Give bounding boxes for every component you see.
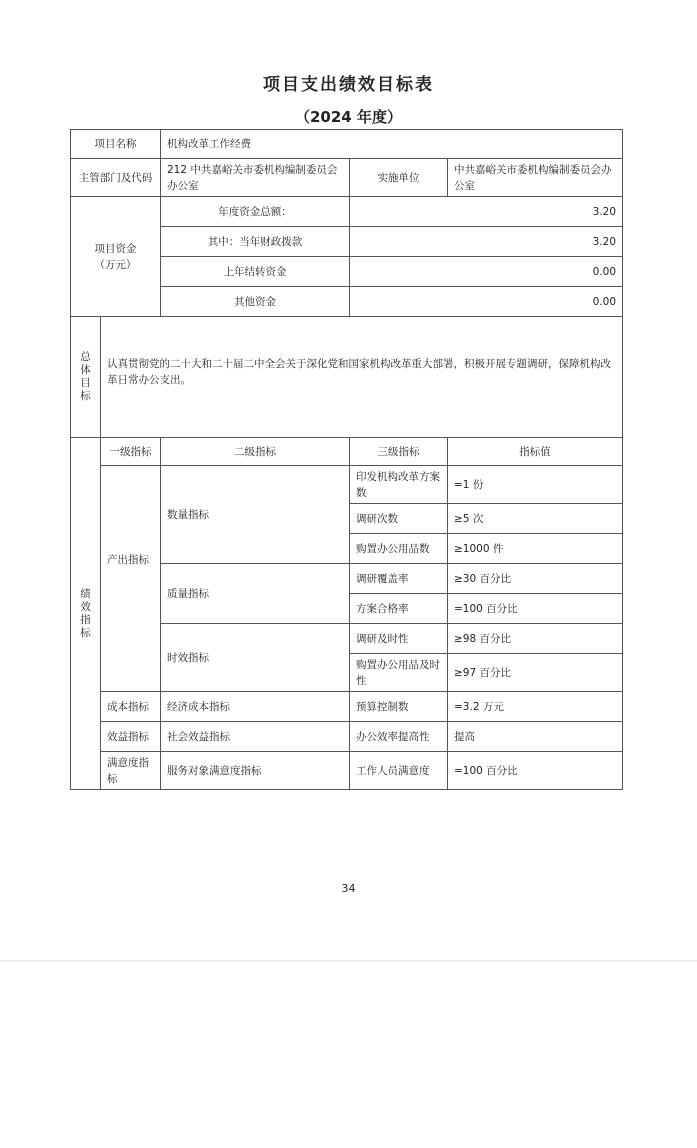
table-row: [71, 752, 623, 790]
indicator-name: 调研次数: [350, 504, 448, 534]
indicator-name: 工作人员满意度: [350, 752, 448, 790]
economic-cost-indicator: 经济成本指标: [161, 692, 350, 722]
header-level3: 三级指标: [350, 438, 448, 466]
table-row: [71, 197, 623, 227]
indicator-value: ≥30 百分比: [448, 564, 623, 594]
indicator-name: 购置办公用品及时性: [350, 654, 448, 692]
social-benefit-indicator: 社会效益指标: [161, 722, 350, 752]
fund-row-value: 0.00: [350, 257, 623, 287]
indicator-name: 方案合格率: [350, 594, 448, 624]
indicator-value: ≥5 次: [448, 504, 623, 534]
unit-label: 实施单位: [350, 159, 448, 197]
indicators-label-cell: [71, 438, 101, 790]
indicator-value: ≥97 百分比: [448, 654, 623, 692]
table-row: [71, 466, 623, 504]
indicator-value: ≥98 百分比: [448, 624, 623, 654]
indicator-name: 调研及时性: [350, 624, 448, 654]
fund-row-label: 其中：当年财政拨款: [161, 227, 350, 257]
goal-text: 认真贯彻党的二十大和二十届二中全会关于深化党和国家机构改革重大部署，积极开展专题调研，保障机构改革日常办公支出。: [101, 317, 623, 438]
fund-row-label: 年度资金总额：: [161, 197, 350, 227]
indicator-name: 印发机构改革方案数: [350, 466, 448, 504]
unit-value: 中共嘉峪关市委机构编制委员会办公室: [448, 159, 623, 197]
indicators-label: 绩效指标: [80, 587, 91, 639]
table-row: [71, 722, 623, 752]
performance-target-table: [70, 129, 623, 790]
fund-row-label: 上年结转资金: [161, 257, 350, 287]
indicator-name: 预算控制数: [350, 692, 448, 722]
page-number: 34: [341, 882, 356, 895]
header-level2: 二级指标: [161, 438, 350, 466]
output-indicator: 产出指标: [101, 466, 161, 692]
goal-label-cell: [71, 317, 101, 438]
page-title: 项目支出绩效目标表: [263, 75, 434, 95]
indicator-name: 调研覆盖率: [350, 564, 448, 594]
fund-row-value: 3.20: [350, 227, 623, 257]
header-level1: 一级指标: [101, 438, 161, 466]
fund-row-value: 3.20: [350, 197, 623, 227]
goal-label: 总体目标: [80, 351, 91, 402]
page-edge-divider: [0, 960, 697, 962]
quality-indicator: 质量指标: [161, 564, 350, 624]
indicator-value: ≥1000 件: [448, 534, 623, 564]
cost-indicator: 成本指标: [101, 692, 161, 722]
dept-value: 212 中共嘉峪关市委机构编制委员会办公室: [161, 159, 350, 197]
dept-label: 主管部门及代码: [71, 159, 161, 197]
table-row: [71, 159, 623, 197]
header-value: 指标值: [448, 438, 623, 466]
indicator-value: =100 百分比: [448, 594, 623, 624]
indicator-value: =100 百分比: [448, 752, 623, 790]
timeliness-indicator: 时效指标: [161, 624, 350, 692]
funds-unit: （万元）: [94, 258, 137, 271]
indicator-name: 购置办公用品数: [350, 534, 448, 564]
table-row: [71, 692, 623, 722]
fund-row-value: 0.00: [350, 287, 623, 317]
indicator-value: =3.2 万元: [448, 692, 623, 722]
table-row: [71, 130, 623, 159]
project-name-label: 项目名称: [71, 130, 161, 159]
funds-label: 项目资金: [94, 242, 137, 255]
funds-label-cell: [71, 197, 161, 317]
service-satisfaction-indicator: 服务对象满意度指标: [161, 752, 350, 790]
benefit-indicator: 效益指标: [101, 722, 161, 752]
satisfaction-indicator: 满意度指标: [101, 752, 161, 790]
table-row: [71, 438, 623, 466]
quantity-indicator: 数量指标: [161, 466, 350, 564]
fund-row-label: 其他资金: [161, 287, 350, 317]
indicator-name: 办公效率提高性: [350, 722, 448, 752]
indicator-value: 提高: [448, 722, 623, 752]
indicator-value: =1 份: [448, 466, 623, 504]
project-name-value: 机构改革工作经费: [161, 130, 623, 159]
table-row: [71, 317, 623, 438]
year-subtitle: （2024 年度）: [295, 108, 402, 126]
